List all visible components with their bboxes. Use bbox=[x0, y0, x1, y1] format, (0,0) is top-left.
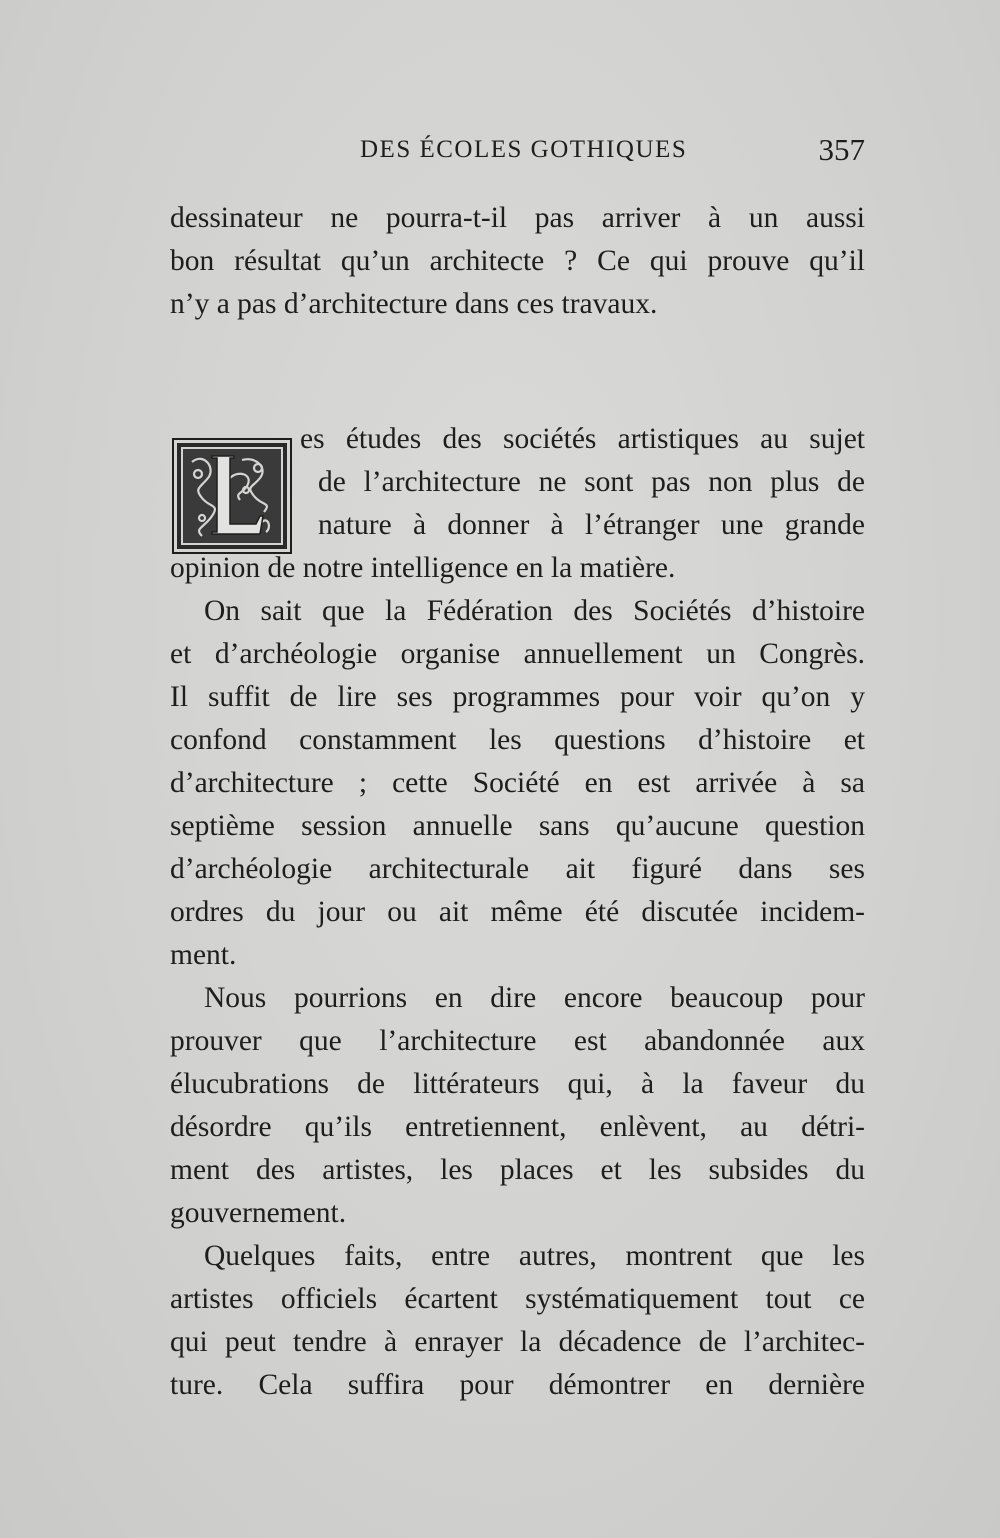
text-line: Nous pourrions en dire encore beaucoup pour bbox=[204, 982, 865, 1014]
body-text bbox=[170, 197, 865, 1407]
text-line: nature à donner à l’étranger une grande bbox=[318, 509, 865, 541]
text-line: et d’archéologie organise annuellement un Congrès. bbox=[170, 638, 865, 670]
text-line: es études des sociétés artistiques au sujet bbox=[300, 423, 865, 455]
text-line: dessinateur ne pourra-t-il pas arriver à un aussi bbox=[170, 202, 865, 234]
text-line: artistes officiels écartent systématiquement tout ce bbox=[170, 1283, 865, 1315]
text-line: gouvernement. bbox=[170, 1197, 347, 1229]
paragraph bbox=[170, 977, 865, 1235]
paragraph-with-drop-cap bbox=[170, 418, 865, 590]
running-head bbox=[170, 132, 865, 172]
text-line: septième session annuelle sans qu’aucune question bbox=[170, 810, 865, 842]
paragraph bbox=[170, 590, 865, 977]
paragraph bbox=[170, 1235, 865, 1407]
page-number: 357 bbox=[818, 132, 865, 167]
text-line: ment. bbox=[170, 939, 237, 971]
text-line: qui peut tendre à enrayer la décadence de l’architec- bbox=[170, 1326, 865, 1358]
text-line: d’archéologie architecturale ait figuré dans ses bbox=[170, 853, 865, 885]
text-line: ture. Cela suffira pour démontrer en dernière bbox=[170, 1369, 865, 1401]
running-title: DES ÉCOLES GOTHIQUES bbox=[360, 136, 688, 163]
text-line: n’y a pas d’architecture dans ces travaux. bbox=[170, 288, 658, 320]
text-line: désordre qu’ils entretiennent, enlèvent, au détri- bbox=[170, 1111, 865, 1143]
text-line: ordres du jour ou ait même été discutée incidem- bbox=[170, 896, 865, 928]
text-line: d’architecture ; cette Société en est arrivée à sa bbox=[170, 767, 865, 799]
text-line: On sait que la Fédération des Sociétés d’histoire bbox=[204, 595, 865, 627]
text-line: prouver que l’architecture est abandonnée aux bbox=[170, 1025, 865, 1057]
text-line: confond constamment les questions d’histoire et bbox=[170, 724, 865, 756]
text-line: élucubrations de littérateurs qui, à la faveur du bbox=[170, 1068, 865, 1100]
paragraph-continuation bbox=[170, 197, 865, 326]
text-line: Quelques faits, entre autres, montrent que les bbox=[204, 1240, 865, 1272]
drop-cap-letter: L bbox=[172, 438, 173, 439]
text-line: de l’architecture ne sont pas non plus de bbox=[318, 466, 865, 498]
text-line: opinion de notre intelligence en la matière. bbox=[170, 552, 676, 584]
text-line: ment des artistes, les places et les subsides du bbox=[170, 1154, 865, 1186]
text-line: Il suffit de lire ses programmes pour voir qu’on y bbox=[170, 681, 865, 713]
text-line: bon résultat qu’un architecte ? Ce qui prouve qu’il bbox=[170, 245, 865, 277]
ornamental-drop-cap-icon bbox=[172, 438, 292, 554]
